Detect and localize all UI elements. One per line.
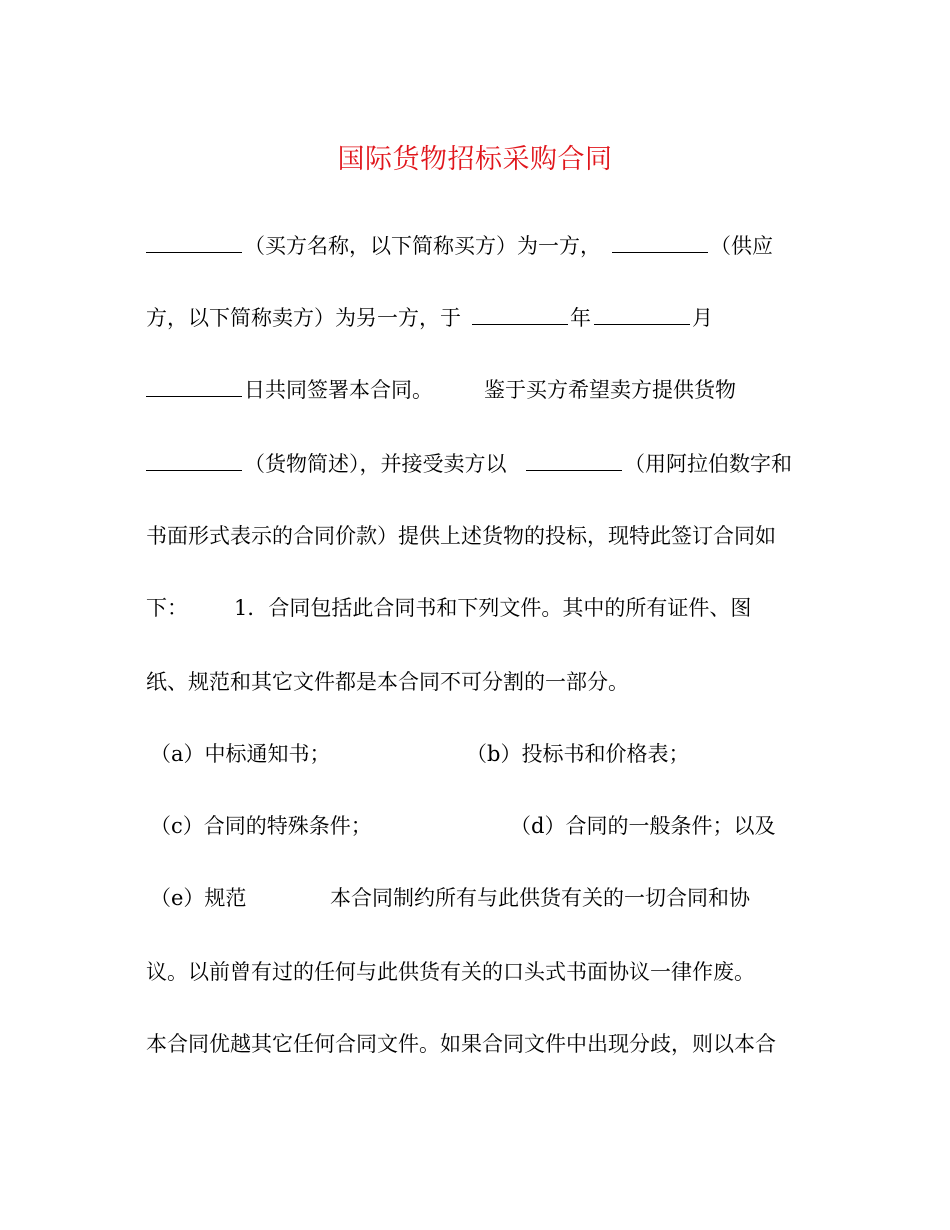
list-item-e: （e）规范 xyxy=(150,886,247,910)
text-line-1 xyxy=(146,230,826,262)
text-segment: （货物简述），并接受卖方以 xyxy=(244,452,507,476)
blank-year xyxy=(472,302,568,334)
text-line-6 xyxy=(146,592,826,624)
text-line-2 xyxy=(146,302,826,334)
text-segment: 月 xyxy=(692,306,713,330)
blank-buyer-name xyxy=(146,230,242,262)
text-segment: 书面形式表示的合同价款）提供上述货物的投标，现特此签订合同如 xyxy=(146,524,776,548)
blank-day xyxy=(146,374,242,406)
text-line-8 xyxy=(146,738,826,770)
text-segment: 议。以前曾有过的任何与此供货有关的口头式书面协议一律作废。 xyxy=(146,960,755,984)
text-line-10 xyxy=(146,882,826,914)
text-segment: 纸、规范和其它文件都是本合同不可分割的一部分。 xyxy=(146,670,629,694)
text-line-7 xyxy=(146,666,826,698)
text-segment: 日共同签署本合同。 xyxy=(244,378,433,402)
list-item-b: （b）投标书和价格表； xyxy=(466,742,690,766)
text-line-3 xyxy=(146,374,826,406)
text-segment: 本合同优越其它任何合同文件。如果合同文件中出现分歧，则以本合 xyxy=(146,1032,776,1056)
text-line-4 xyxy=(146,448,826,480)
blank-contract-price xyxy=(526,448,622,480)
blank-goods-description xyxy=(146,448,242,480)
text-segment: （用阿拉伯数字和 xyxy=(624,452,792,476)
document-title: 国际货物招标采购合同 xyxy=(337,144,613,175)
clause-1: 1．合同包括此合同书和下列文件。其中的所有证件、图 xyxy=(234,596,752,620)
text-line-5 xyxy=(146,520,826,552)
blank-month xyxy=(594,302,690,334)
text-segment: 方，以下简称卖方）为另一方，于 xyxy=(146,306,461,330)
text-line-9 xyxy=(146,810,826,842)
list-item-d: （d）合同的一般条件；以及 xyxy=(510,814,776,838)
text-segment: （供应 xyxy=(710,234,773,258)
list-item-a: （a）中标通知书； xyxy=(150,742,331,766)
text-segment: 本合同制约所有与此供货有关的一切合同和协 xyxy=(330,886,750,910)
blank-supplier-name xyxy=(612,230,708,262)
text-line-11 xyxy=(146,956,826,988)
list-item-c: （c）合同的特殊条件； xyxy=(150,814,372,838)
text-segment: 鉴于买方希望卖方提供货物 xyxy=(484,378,736,402)
text-segment: （买方名称，以下简称买方）为一方， xyxy=(244,234,601,258)
text-segment: 下： xyxy=(146,596,188,620)
text-line-12 xyxy=(146,1028,826,1060)
text-segment: 年 xyxy=(570,306,591,330)
